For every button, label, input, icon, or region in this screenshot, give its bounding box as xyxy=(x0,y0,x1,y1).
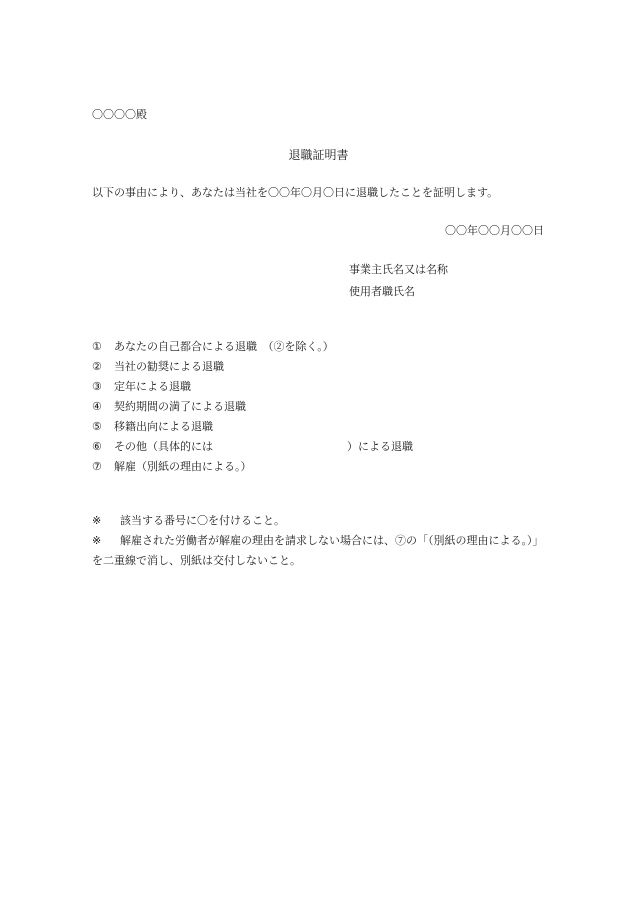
reason-text: あなたの自己都合による退職 （②を除く。） xyxy=(114,340,334,353)
note-item xyxy=(92,534,544,554)
reason-text: 移籍出向による退職 xyxy=(114,420,213,433)
reason-text: 定年による退職 xyxy=(114,380,191,393)
reason-number: ④ xyxy=(92,400,102,413)
note-item xyxy=(92,514,544,534)
employer-name-label: 事業主氏名又は名称 xyxy=(349,263,448,276)
reason-number: ⑥ xyxy=(92,440,102,453)
reason-number: ① xyxy=(92,340,102,353)
reason-item xyxy=(92,440,413,460)
reason-number: ⑦ xyxy=(92,460,102,473)
reason-item xyxy=(92,340,413,360)
reason-item xyxy=(92,460,413,480)
reason-list xyxy=(92,340,413,480)
note-continuation xyxy=(92,554,544,574)
note-mark: ※ xyxy=(92,534,102,547)
reason-item xyxy=(92,380,413,400)
note-mark: ※ xyxy=(92,514,102,527)
document-title: 退職証明書 xyxy=(288,148,349,162)
reason-number: ⑤ xyxy=(92,420,102,433)
reason-number: ③ xyxy=(92,380,102,393)
reason-text: 当社の勧奨による退職 xyxy=(114,360,224,373)
reason-text-after: ）による退職 xyxy=(347,440,413,453)
reason-item xyxy=(92,400,413,420)
employer-officer-label: 使用者職氏名 xyxy=(349,285,415,298)
reason-text: 契約期間の満了による退職 xyxy=(114,400,246,413)
notes-block xyxy=(92,514,544,574)
note-text: 該当する番号に〇を付けること。 xyxy=(120,514,285,527)
reason-text: 解雇（別紙の理由による。） xyxy=(114,460,252,473)
employer-block xyxy=(349,263,448,307)
note-text: を二重線で消し、別紙は交付しないこと。 xyxy=(92,554,301,567)
reason-number: ② xyxy=(92,360,102,373)
reason-text-before: その他（具体的には xyxy=(114,440,213,453)
addressee: 〇〇〇〇殿 xyxy=(92,108,147,121)
certification-statement: 以下の事由により、あなたは当社を〇〇年〇月〇日に退職したことを証明します。 xyxy=(92,186,499,199)
reason-item xyxy=(92,420,413,440)
note-text: 解雇された労働者が解雇の理由を請求しない場合には、⑦の「（別紙の理由による。）」 xyxy=(120,534,544,547)
reason-item xyxy=(92,360,413,380)
issue-date: 〇〇年〇〇月〇〇日 xyxy=(445,224,544,237)
